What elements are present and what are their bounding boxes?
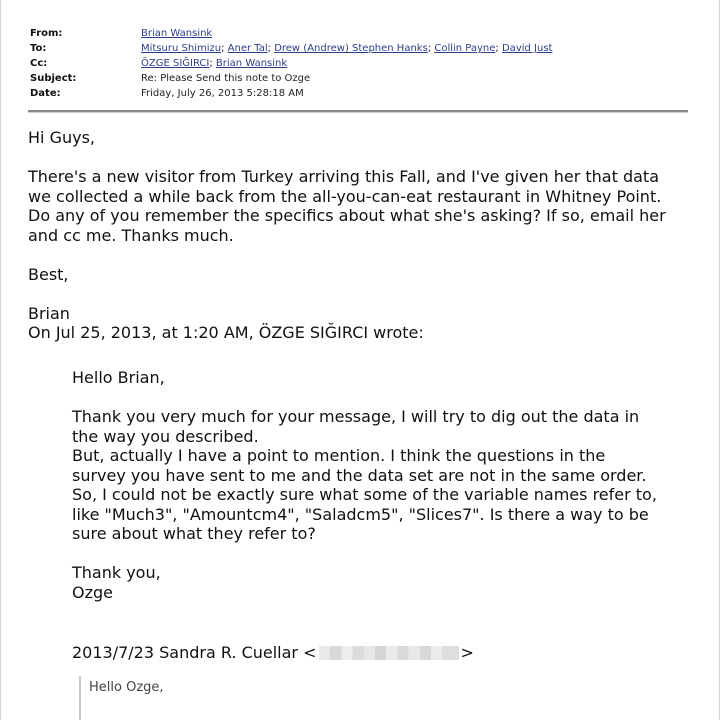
inner-greeting: Hello Ozge, — [89, 680, 164, 695]
header-divider — [28, 110, 688, 113]
quoted-line: sure about what they refer to? — [72, 524, 316, 543]
to-recipient[interactable]: Mitsuru Shimizu — [141, 43, 222, 54]
cc-recipient[interactable]: Brian Wansink — [215, 58, 288, 69]
date-label: Date: — [30, 88, 61, 99]
cc-row: Cc: ÖZGE SIĞIRCI; Brian Wansink — [30, 58, 288, 69]
cc-label: Cc: — [30, 58, 48, 69]
closing: Best, — [28, 264, 69, 284]
sig-prefix: 2013/7/23 Sandra R. Cuellar < — [72, 643, 317, 662]
subject-label: Subject: — [30, 73, 77, 84]
date-row — [30, 86, 552, 101]
reply-intro: On Jul 25, 2013, at 1:20 AM, ÖZGE SIĞIRCI wrote: — [28, 323, 424, 342]
forward-signature-line — [72, 643, 474, 663]
quoted-line: But, actually I have a point to mention. I think the questions in the — [72, 446, 606, 465]
date-value: Friday, July 26, 2013 5:28:18 AM — [141, 88, 304, 99]
quoted-line: Thank you very much for your message, I will try to dig out the data in — [72, 407, 640, 426]
quoted-name: Ozge — [72, 582, 113, 602]
email-header — [30, 26, 552, 101]
quoted-line: like "Much3", "Amountcm4", "Saladcm5", "Slices7". Is there a way to be — [72, 504, 649, 524]
subject-value: Re: Please Send this note to Ozge — [141, 73, 311, 84]
quoted-thanks: Thank you, — [72, 563, 161, 582]
greeting: Hi Guys, — [28, 128, 95, 147]
from-row — [30, 26, 552, 41]
to-recipient[interactable]: Collin Payne — [434, 43, 496, 54]
to-label: To: — [30, 43, 47, 54]
subject-row — [30, 71, 552, 86]
from-label: From: — [30, 28, 63, 39]
quoted-greeting: Hello Brian, — [72, 368, 165, 387]
signature: Brian — [28, 303, 70, 323]
to-recipient[interactable]: Drew (Andrew) Stephen Hanks — [274, 43, 428, 54]
cc-recipient[interactable]: ÖZGE SIĞIRCI — [141, 58, 210, 69]
quoted-message — [72, 368, 692, 602]
redacted-email — [319, 646, 459, 660]
message-body — [28, 128, 698, 343]
message-paragraph: There's a new visitor from Turkey arriving this Fall, and I've given her that data we collected a while back from the all-you-can-eat restaurant in Whitney Point. Do any of you remember the specifics about what she's asking? If so, email her and cc me. Thanks much. — [28, 167, 666, 245]
sig-suffix: > — [460, 643, 474, 662]
from-link[interactable]: Brian Wansink — [141, 28, 213, 39]
quoted-line: the way you described. — [72, 426, 259, 446]
quoted-line: survey you have sent to me and the data set are not in the same order. — [72, 465, 647, 485]
to-recipient[interactable]: Aner Tal — [227, 43, 268, 54]
quoted-line: So, I could not be exactly sure what some of the variable names refer to, — [72, 485, 657, 504]
to-recipient[interactable]: David Just — [501, 43, 553, 54]
inner-quote-block — [79, 676, 681, 720]
to-row: To: Mitsuru Shimizu; Aner Tal; Drew (Andrew) Stephen Hanks; Collin Payne; David Just — [30, 43, 553, 54]
